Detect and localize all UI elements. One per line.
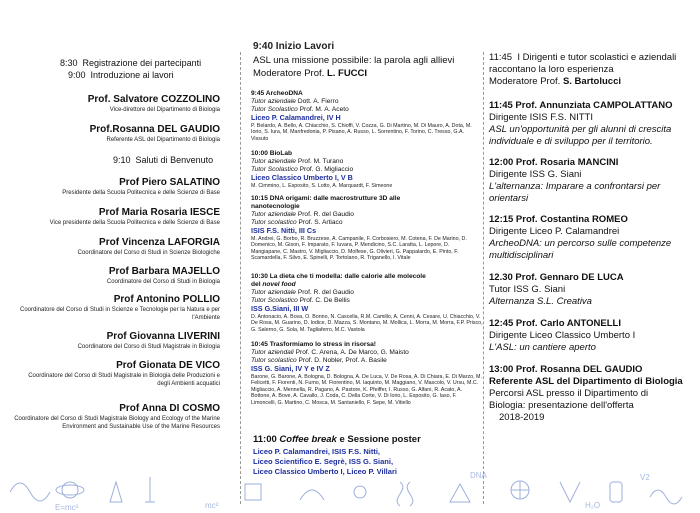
wave-icon — [10, 483, 50, 501]
roundtable-line: I Dirigenti e tutor scolastici e aziendali — [517, 52, 677, 63]
book-icon — [245, 484, 261, 500]
speaker-name: Prof Piero SALATINO — [119, 177, 220, 188]
talk-title: 12:00 Prof. Rosaria MANCINI — [489, 157, 619, 168]
time-label: 9:10 — [113, 155, 131, 165]
session-stress — [251, 341, 483, 406]
talk-desc: L'alternanza: Imparare a confrontarsi per — [489, 181, 661, 192]
start-title: 9:40 Inizio Lavori — [253, 41, 335, 52]
arc-icon — [300, 490, 324, 500]
tutor-name: Prof. S. Artiaco — [298, 219, 343, 227]
talk-desc: Biologia: presentazione dell'offerta — [489, 400, 634, 411]
registration-label: Registrazione dei partecipanti — [82, 58, 202, 68]
moderator-line — [253, 68, 367, 79]
session-title-italic: novel food — [262, 281, 296, 289]
session-title: 9:45 ArcheoDNA — [251, 90, 303, 97]
science-doodles — [0, 462, 700, 513]
tutor-label: Tutor Scolastico — [251, 166, 298, 174]
speaker-name: Prof Antonino POLLIO — [113, 294, 220, 305]
talk-title: 13:00 Prof. Rosanna DEL GAUDIO — [489, 364, 643, 375]
roundtable-title — [489, 52, 676, 64]
tutor-label: Tutor aziendale — [251, 98, 296, 106]
session-title: 10:30 La dieta che ti modella: dalle calorie alle molecole — [251, 273, 426, 280]
tutor-name: Dott. A. Fierro — [297, 98, 339, 106]
students-list: M. Andrei, G. Borbo, R. Bruzzese, A. Campanile, F. Corbosiero, M. Cotena, F. De Marino, D. Domenico, M. Gison, F. Imparato, F. Iuvara, P. Mendicino, S.C. Laratta, L. Lepore, D. Mangiapane, C. Mastro, V. Migliaccio, D. Molfese, G. Olivieri, G. Pappalardo, E. Pinto, F. Scamardella, F. Silvo, E. Spinelli, P. Tortolano, R. Triganello, I. Vitale — [251, 235, 467, 262]
poster-school: Liceo Classico Umberto I, Liceo P. Villari — [253, 467, 397, 476]
test-tube-icon — [145, 477, 155, 502]
flask-icon — [110, 482, 122, 502]
talk-desc: ASL un'opportunità per gli alunni di crescita — [489, 124, 672, 135]
session-title: nanotecnologie — [251, 203, 300, 211]
speaker-name: Prof.Rosanna DEL GAUDIO — [89, 124, 220, 135]
wave-icon — [650, 490, 682, 504]
speaker-name: Prof Giovanna LIVERINI — [106, 331, 220, 342]
speaker-role: Coordinatore del Corso di Studi in Biologia — [106, 279, 220, 285]
coffee-line — [253, 434, 421, 445]
column-divider — [483, 52, 484, 504]
talk-role: Dirigente ISS G. Siani — [489, 169, 582, 180]
speaker-role: Coordinatore del Corso di Studi Magistrale Biology and Ecology of the Marine Environment and Sustainable Use of the Marine Resources — [14, 416, 220, 430]
time-label: 9:00 — [68, 70, 86, 80]
welcome-label: Saluti di Benvenuto — [135, 155, 214, 165]
atom-icon — [62, 482, 78, 498]
session-biolab — [251, 150, 479, 189]
talk-desc: multidisciplinari — [489, 250, 554, 261]
session-title: del — [251, 281, 261, 289]
talk-desc: ArcheoDNA: un percorso sulle competenze — [489, 238, 672, 249]
school-label: ISS G. Siani, IV Y e IV Z — [251, 364, 330, 374]
time-label: 11:45 — [489, 52, 513, 63]
school-label: Liceo Classico Umberto I, V B — [251, 173, 353, 183]
speaker-name: Prof Vincenza LAFORGIA — [99, 237, 220, 248]
roundtable-line: raccontano la loro esperienza — [489, 64, 614, 75]
intro-label: Introduzione ai lavori — [90, 70, 174, 80]
coffee-label: Coffee break — [279, 434, 337, 445]
talk-desc: orientarsi — [489, 193, 529, 204]
talk-desc: L'ASL: un cantiere aperto — [489, 342, 596, 353]
talk-desc: 2018-2019 — [499, 412, 545, 423]
registration-line — [60, 58, 201, 68]
school-label: ISS G.Siani, III W — [251, 304, 309, 314]
asl-title: ASL una missione possibile: la parola agli allievi — [253, 55, 455, 66]
moderator-name: S. Bartolucci — [562, 76, 622, 87]
tutor-label: Tutor scolastico — [251, 219, 297, 227]
speaker-role: Vice-direttore del Dipartimento di Biologia — [109, 107, 220, 113]
speaker-name: Prof. Salvatore COZZOLINO — [87, 94, 220, 105]
formula-text: V2 — [640, 473, 650, 482]
speaker-role: Referente ASL del Dipartimento di Biologia — [106, 137, 220, 143]
talk-role: Dirigente Liceo Classico Umberto I — [489, 330, 636, 341]
moderator-line — [489, 76, 621, 88]
speaker-name: Prof Maria Rosaria IESCE — [98, 207, 220, 218]
speaker-name: Prof Gionata DE VICO — [116, 360, 220, 371]
session-archeodna — [251, 90, 479, 142]
speaker-role: Coordinatore del Corso di Studi Magistrale in Biologia delle Produzioni e degli Ambienti acquatici — [28, 373, 220, 387]
poster-school: Liceo P. Calamandrei, ISIS F.S. Nitti, — [253, 447, 380, 456]
coffee-time: 11:00 — [253, 434, 277, 445]
speaker-name: Prof Barbara MAJELLO — [108, 266, 220, 277]
formula-text: E=mc² — [55, 503, 79, 512]
students-list: M. Cimmino, L. Esposito, S. Lotto, A. Marquardt, F. Simeone — [251, 182, 393, 189]
talk-title: 12:15 Prof. Costantina ROMEO — [489, 214, 628, 225]
speaker-name: Prof Anna DI COSMO — [119, 403, 220, 414]
tutor-name: Prof. R. del Gaudio — [297, 211, 354, 219]
speaker-role: Presidente della Scuola Politecnica e delle Scienze di Base — [62, 190, 220, 196]
students-list: P. Belardo, A. Bello, A. Chiacchio, S. Chioffi, V. Cozza, G. Di Martino, M. Di Mauro, A. Dota, M. Iorio, S. Iura, M. Manfredonia, P. Pisano, A. Russo, L. Sorrentino, F. Torino, C. Tresso, G.A. Vissuto — [251, 122, 472, 142]
speaker-role: Coordinatore del Corso di Studi in Scienze e Tecnologie per la Natura e per l'Ambiente — [19, 307, 220, 321]
talk-role: Dirigente ISIS F.S. NITTI — [489, 112, 593, 123]
students-list: Barone, G. Barone, A. Bologna, D. Bologna, A. De Luca, V. De Rosa, A. Di Chiara, E. Di Marzo, M. Felicetti, F. Fiorenti, N. Fumo, M. Fiorentino, M. Iaquinto, M. Maggiano, V. Mascolo, V. Ursu, M.C. Migliaccio, A. Mennella, R. Pagano, A. Pastore, K. Pfeiffer, I. Russo, G. Alfani, R. Acato, A. Bottone, A. Bove, A. Cavallo, J. Coda, C. Della Corte, V. Di Iorio, L. Esposito, G. Iaso, F. Limoncelli, G. Martino, C. Mosca, M. Santaniello, F. Sepe, M. Vitiello — [251, 373, 482, 406]
tutor-label: Tutor aziendali — [251, 349, 294, 357]
talk-desc: Alternanza S.L. Creativa — [489, 296, 592, 307]
session-dna-origami — [251, 195, 479, 262]
beaker-icon — [610, 482, 622, 502]
tutor-name: Prof. M. A. Aceto — [299, 106, 349, 114]
tutor-label: Tutor Scolastico — [251, 106, 298, 114]
column-divider — [240, 52, 241, 504]
students-list: D. Antonacio, A. Bova, O. Bonno, N. Cascella, R.M. Camillo, A. Cenni, A. Cesare, U. Chiacchio, V. De Rosa, M. Guarino, D. Iodice, D. Mazza, S. Montano, M. Mollica, L. Morra, M. Morra, F.P. Prisco, G. Salerno, G. Sola, M. Tagliaferro, M.C. Vastola — [251, 313, 483, 333]
school-label: Liceo P. Calamandrei, IV H — [251, 113, 341, 123]
dna-icon — [397, 482, 413, 506]
moderator-name: L. FUCCI — [326, 68, 368, 79]
formula-text: mc² — [205, 501, 219, 510]
moderator-label: Moderatore Prof. — [489, 76, 561, 87]
talk-role: Referente ASL del Dipartimento di Biologia — [489, 376, 683, 387]
triangle-icon — [450, 484, 470, 502]
poster-school: Liceo Scientifico E. Segrè, ISS G. Siani, — [253, 457, 394, 466]
tutor-name: Prof. D. Nobler, Prof. A. Basile — [298, 357, 387, 365]
time-label: 8:30 — [60, 58, 78, 68]
formula-text: DNA — [470, 471, 487, 480]
speaker-role: Coordinatore del Corso di Studi in Scienze Biologiche — [77, 250, 220, 256]
speaker-role: Vice presidente della Scuola Politecnica e delle Scienze di Base — [49, 220, 220, 226]
orbit-icon — [56, 485, 84, 495]
session-title: 10:45 Trasformiamo lo stress in risorsa! — [251, 341, 376, 348]
formula-text: H₂O — [585, 501, 601, 510]
intro-line — [68, 70, 174, 80]
session-title: 10:00 BioLab — [251, 150, 293, 157]
talk-desc: Percorsi ASL presso il Dipartimento di — [489, 388, 649, 399]
cell-icon — [354, 486, 366, 498]
tutor-label: Tutor aziendale — [251, 158, 296, 166]
talk-desc: individuale e di sviluppo per il territorio. — [489, 136, 653, 147]
poster-label: Sessione poster — [347, 434, 421, 445]
tutor-label: Tutor aziendale — [251, 289, 296, 297]
welcome-line — [113, 155, 213, 165]
tutor-name: Prof. M. Turano — [297, 158, 344, 166]
tutor-label: Tutor Scolastico — [251, 297, 298, 305]
tutor-name: Prof. G. Migliaccio — [299, 166, 354, 174]
chevron-icon — [560, 482, 580, 502]
talk-title: 11:45 Prof. Annunziata CAMPOLATTANO — [489, 100, 673, 111]
talk-role: Dirigente Liceo P. Calamandrei — [489, 226, 620, 237]
session-dieta — [251, 273, 483, 333]
tutor-name: Prof. C. De Bellis — [299, 297, 350, 305]
talk-title: 12.30 Prof. Gennaro DE LUCA — [489, 272, 624, 283]
coffee-e: e — [339, 434, 345, 445]
speaker-role: Coordinatore del Corso di Studi Magistrale in Biologia — [77, 344, 220, 350]
talk-title: 12:45 Prof. Carlo ANTONELLI — [489, 318, 621, 329]
tutor-name: Prof. C. Arena, A. De Marco, G. Maisto — [295, 349, 409, 357]
tutor-label: Tutor scolastico — [251, 357, 297, 365]
tutor-label: Tutor aziendale — [251, 211, 296, 219]
tutor-name: Prof. R. del Gaudio — [297, 289, 354, 297]
talk-role: Tutor ISS G. Siani — [489, 284, 566, 295]
school-label: ISIS F.S. Nitti, III Cs — [251, 226, 317, 236]
session-title: 10:15 DNA origami: dalle macrostrutture 3D alle — [251, 195, 401, 202]
moderator-label: Moderatore Prof. — [253, 68, 325, 79]
